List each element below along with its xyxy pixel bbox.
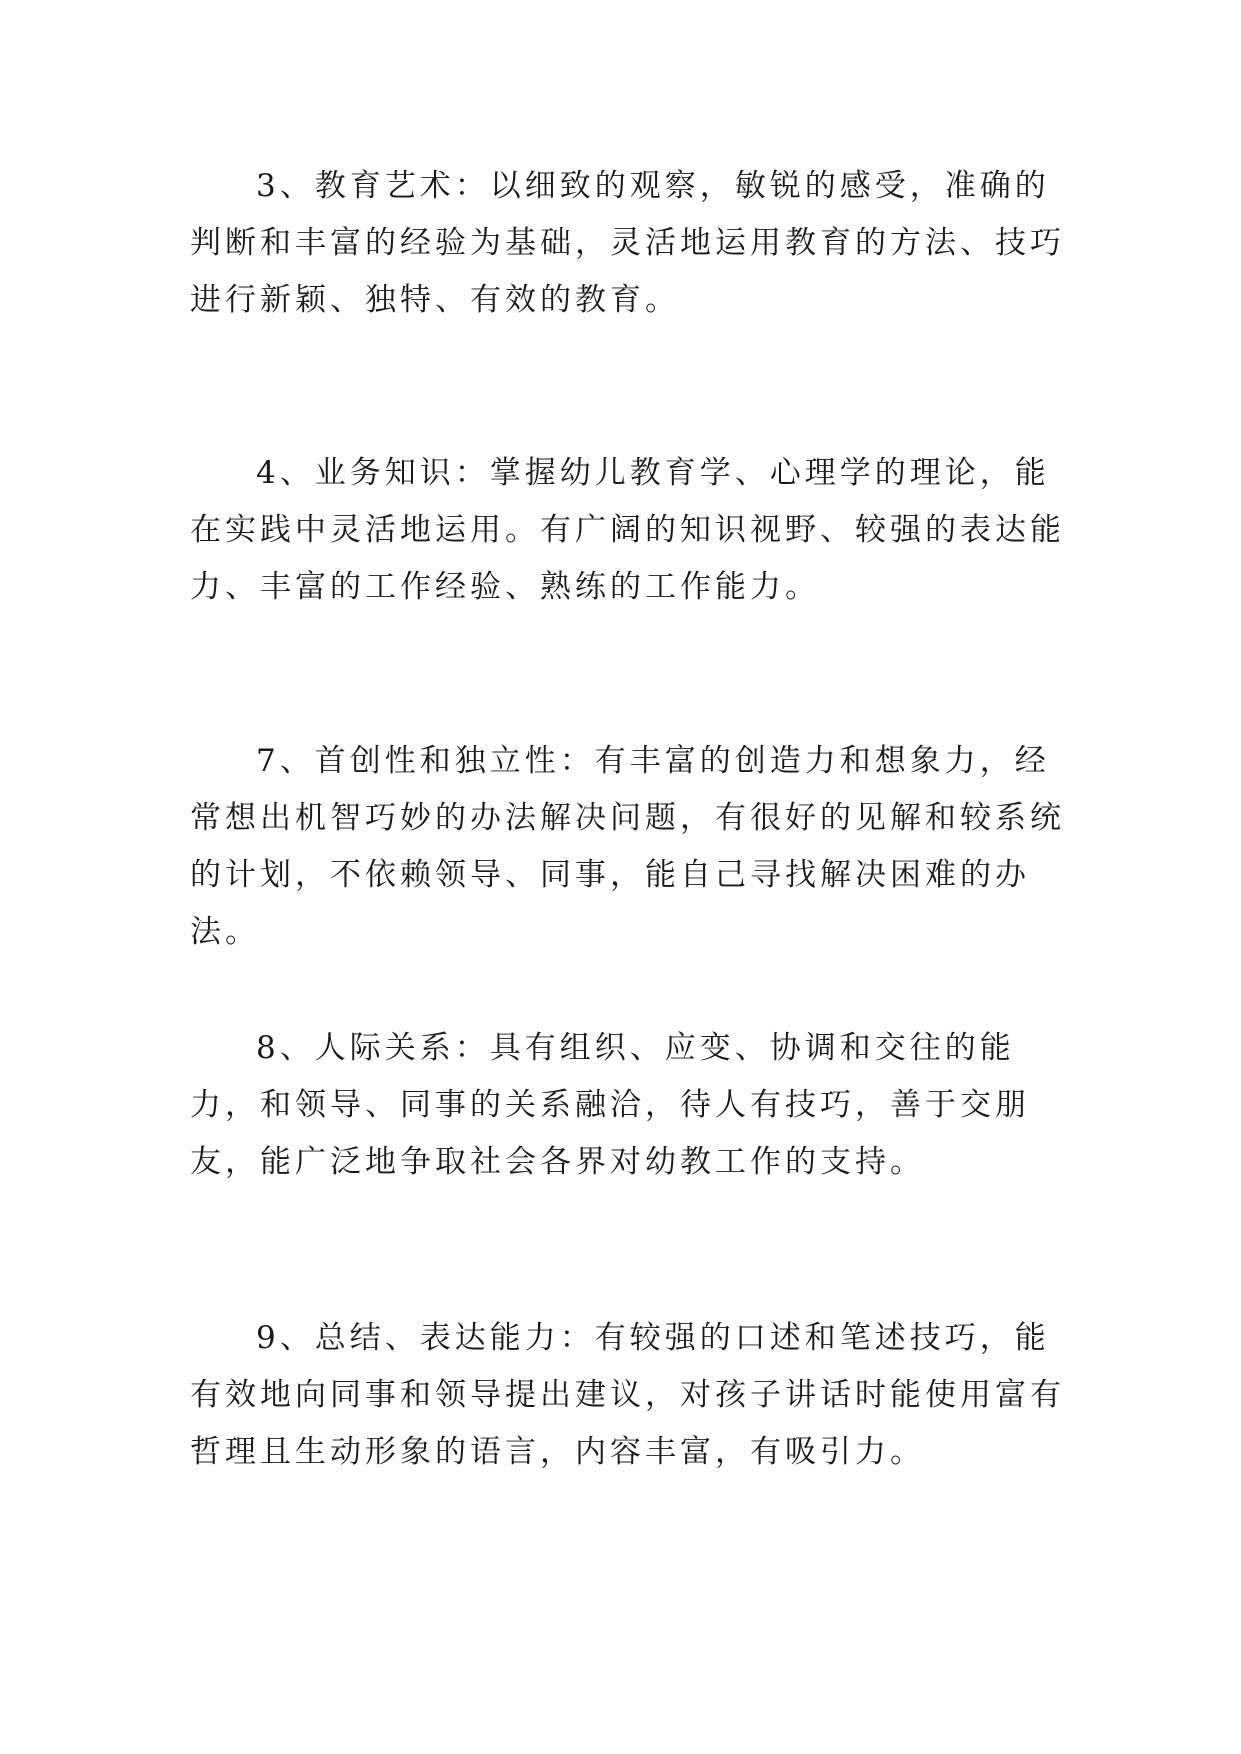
paragraph-interpersonal-relations: 8、人际关系：具有组织、应变、协调和交往的能力，和领导、同事的关系融洽，待人有技巧，善于交朋友，能广泛地争取社会各界对幼教工作的支持。 [190, 1030, 1030, 1180]
paragraph-creativity-independence: 7、首创性和独立性：有丰富的创造力和想象力，经常想出机智巧妙的办法解决问题，有很好的见解和较系统的计划，不依赖领导、同事，能自己寻找解决困难的办法。 [190, 743, 1065, 950]
paragraph-professional-knowledge: 4、业务知识：掌握幼儿教育学、心理学的理论，能在实践中灵活地运用。有广阔的知识视野、较强的表达能力、丰富的工作经验、熟练的工作能力。 [190, 455, 1065, 605]
paragraph-education-art: 3、教育艺术：以细致的观察，敏锐的感受，准确的判断和丰富的经验为基础，灵活地运用教育的方法、技巧进行新颖、独特、有效的教育。 [190, 168, 1065, 318]
paragraph-summary-expression: 9、总结、表达能力：有较强的口述和笔述技巧，能有效地向同事和领导提出建议，对孩子讲话时能使用富有哲理且生动形象的语言，内容丰富，有吸引力。 [190, 1320, 1065, 1470]
